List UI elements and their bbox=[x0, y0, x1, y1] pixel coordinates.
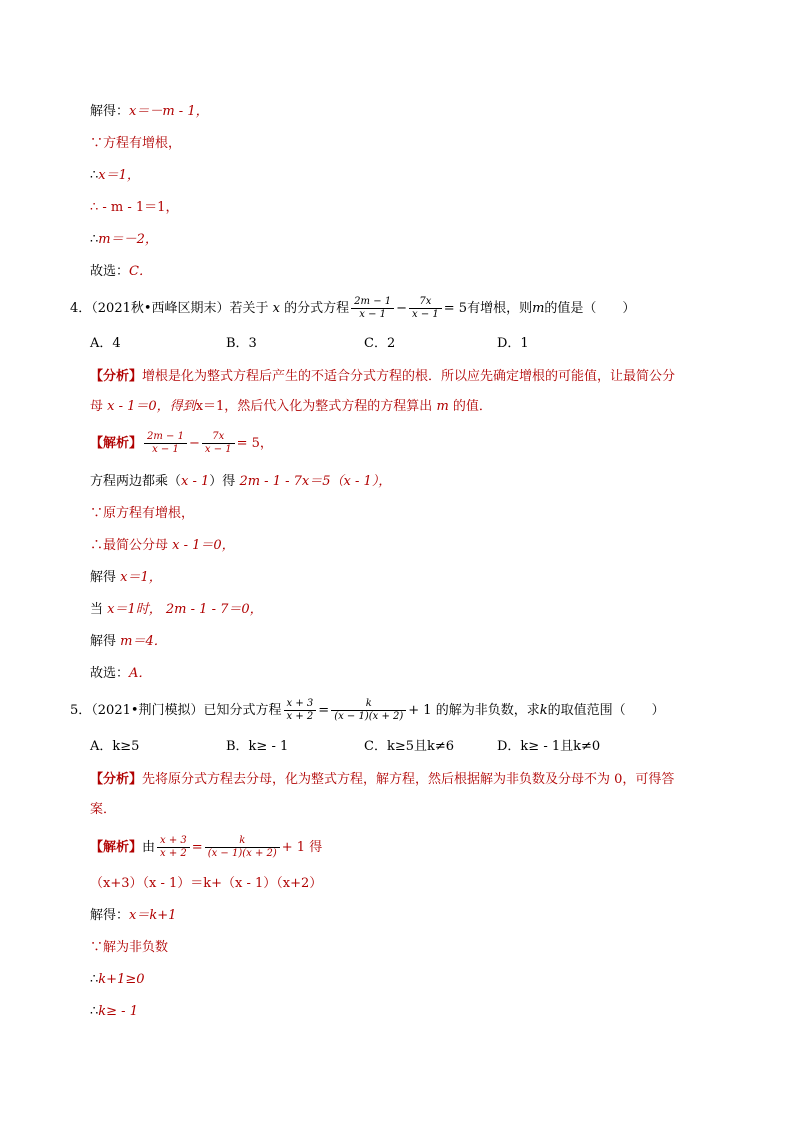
q4-solution-step-5: 当 x＝1时， 2m - 1 - 7＝0， bbox=[90, 602, 263, 617]
q5-analysis-line-2: 案． bbox=[90, 802, 117, 817]
q5-option-b: B．k≥ - 1 bbox=[226, 739, 289, 754]
q3-line-solve: 解得：x＝－m - 1， bbox=[90, 104, 209, 119]
q5-option-d: D．k≥ - 1且k≠0 bbox=[497, 739, 601, 754]
q5-analysis-line-1: 【分析】先将原分式方程去分母，化为整式方程，解方程，然后根据解为非负数及分母不为 0，可得答 bbox=[90, 772, 675, 787]
q4-solution-step-1: 方程两边都乘（x - 1）得 2m - 1 - 7x＝5（x - 1）， bbox=[90, 474, 392, 489]
q5-sol-fraction-2: $\frac{k}{(x - 1)(x + 2)}$ bbox=[205, 835, 280, 860]
q4-option-a: A．4 bbox=[90, 336, 121, 351]
q3-line-answer: 故选：C． bbox=[90, 264, 152, 279]
q4-stem: 4．（2021秋•西峰区期末）若关于 x 的分式方程 $\frac{2m - 1}{x - 1}$ − $\frac{7x}{x - 1}$ = 5有增根，则m的值是（ ） bbox=[70, 296, 636, 320]
q4-sol-fraction-2: $\frac{7x}{x - 1}$ bbox=[202, 431, 235, 456]
q5-solution-step-5: ∴k≥ - 1 bbox=[90, 1004, 138, 1019]
q4-option-c: C．2 bbox=[364, 336, 396, 351]
q5-stem: 5．（2021•荆门模拟）已知分式方程 $\frac{x + 3}{x + 2}$ = $\frac{k}{(x - 1)(x + 2)}$ + 1 的解为非负数，求k的取值范围（ ） bbox=[70, 698, 665, 722]
q5-solution-equation: 【解析】由 $\frac{x + 3}{x + 2}$ = $\frac{k}{(x - 1)(x + 2)}$ + 1 得 bbox=[90, 835, 323, 859]
q3-line-therefore-x: ∴x＝1， bbox=[90, 168, 140, 183]
q5-solution-step-1: （x+3）（x - 1）＝k+（x - 1）（x+2） bbox=[90, 876, 323, 891]
q4-solution-step-2: ∵原方程有增根， bbox=[90, 506, 195, 521]
q5-solution-step-4: ∴k+1≥0 bbox=[90, 972, 145, 987]
q5-fraction-1: $\frac{x + 3}{x + 2}$ bbox=[284, 698, 317, 723]
q5-fraction-2: $\frac{k}{(x - 1)(x + 2)}$ bbox=[331, 698, 406, 723]
q3-line-therefore-m: ∴m＝－2， bbox=[90, 232, 158, 247]
q4-fraction-1: $\frac{2m - 1}{x - 1}$ bbox=[351, 296, 394, 321]
q4-fraction-2: $\frac{7x}{x - 1}$ bbox=[409, 296, 442, 321]
q4-analysis-line-1: 【分析】增根是化为整式方程后产生的不适合分式方程的根．所以应先确定增根的可能值，让最简公分 bbox=[90, 369, 676, 384]
q4-option-d: D．1 bbox=[497, 336, 529, 351]
q4-sol-fraction-1: $\frac{2m - 1}{x - 1}$ bbox=[144, 431, 187, 456]
q4-solution-equation: 【解析】 $\frac{2m - 1}{x - 1}$ − $\frac{7x}{x - 1}$ = 5， bbox=[90, 431, 273, 455]
q4-solution-step-3: ∴最简公分母 x - 1＝0， bbox=[90, 538, 235, 553]
q4-solution-step-6: 解得 m＝4． bbox=[90, 634, 167, 649]
q5-solution-step-2: 解得：x＝k+1 bbox=[90, 908, 177, 923]
q5-sol-fraction-1: $\frac{x + 3}{x + 2}$ bbox=[157, 835, 190, 860]
q5-option-c: C．k≥5且k≠6 bbox=[364, 739, 455, 754]
q5-option-a: A．k≥5 bbox=[90, 739, 140, 754]
q4-solution-answer: 故选：A． bbox=[90, 666, 152, 681]
q5-solution-step-3: ∵解为非负数 bbox=[90, 940, 169, 955]
q4-solution-step-4: 解得 x＝1， bbox=[90, 570, 162, 585]
q4-option-b: B．3 bbox=[226, 336, 257, 351]
q4-analysis-line-2: 母 x - 1＝0，得到x＝1，然后代入化为整式方程的方程算出 m 的值． bbox=[90, 399, 492, 414]
q3-line-because: ∵方程有增根， bbox=[90, 136, 182, 151]
q3-line-therefore-m1: ∴ - m - 1＝1， bbox=[90, 200, 179, 215]
